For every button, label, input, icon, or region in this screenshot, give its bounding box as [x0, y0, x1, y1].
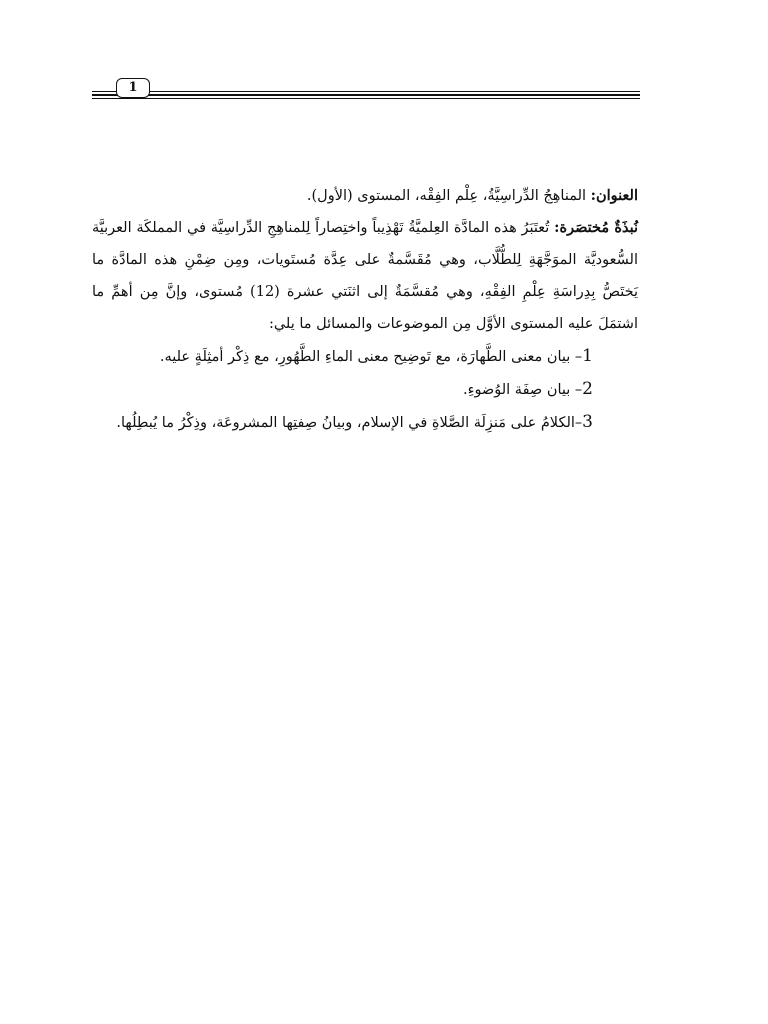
- title-label: العنوان:: [590, 187, 638, 204]
- list-item-number: 1: [582, 346, 593, 366]
- list-item-number: 2: [582, 379, 593, 399]
- list-item: [92, 373, 593, 406]
- list-item-text: – بيان صِفَة الوُضوءِ.: [463, 382, 583, 398]
- topics-list: [92, 340, 638, 439]
- list-item: [92, 406, 593, 439]
- page-number: 1: [116, 78, 150, 98]
- title-text: المناهِجُ الدِّراسِيَّةُ، عِلْم الفِقْه، المستوى (الأول).: [306, 188, 591, 204]
- page-header: [92, 76, 640, 100]
- list-item-text: – بيان معنى الطَّهارَة، مع تَوضِيح معنى الماءِ الطَّهُورِ، مع ذِكْر أمثِلَةٍ عليه.: [159, 349, 583, 365]
- header-rule-thin: [92, 98, 640, 99]
- list-item-number: 3: [582, 412, 593, 432]
- title-line: [92, 180, 638, 212]
- header-rule-thick: [92, 94, 640, 96]
- summary-label: نُبذَةٌ مُختصَرة:: [554, 219, 638, 236]
- list-item-text: –الكلامُ على مَنزِلَة الصَّلاةِ في الإسلام، وبيانُ صِفتِها المشروعَة، وذِكْرُ ما يُبطِلُها.: [116, 415, 583, 431]
- summary-text: تُعتَبَرُ هذه المادَّة العِلميَّةُ تَهْذِيباً واختِصاراً لِلمناهِجِ الدِّراسِيَّة في المملكَة العربيَّة السُّعوديَّة الموَجَّهَةِ لِلطُّلَّاب، وهي مُقَسَّمةٌ على عِدَّة مُستَويات، ومِن ضِمْنِ هذه المادَّة ما يَختَصُّ بِدِراسَةِ عِلْمِ الفِقْهِ، وهي مُقسَّمَةٌ إلى اثنَتي عشرة (12) مُستوى، وإنَّ مِن أهمِّ ما اشتمَلَ عليه المستوى الأوَّل مِن الموضوعات والمسائل ما يلي:: [92, 220, 639, 332]
- header-rule-top: [150, 91, 640, 92]
- document-body: [92, 180, 638, 439]
- list-item: [92, 340, 593, 373]
- header-rule-left: [92, 91, 116, 92]
- summary-paragraph: [92, 212, 638, 340]
